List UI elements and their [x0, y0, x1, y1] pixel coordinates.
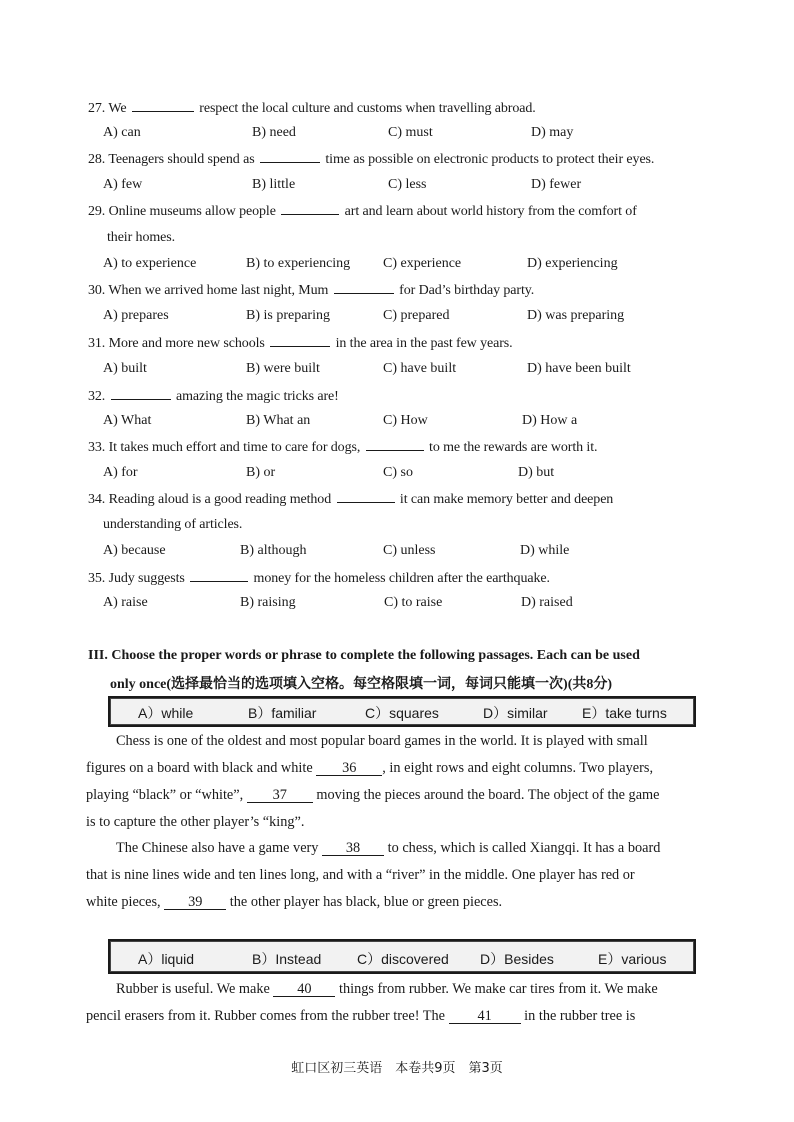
option-a[interactable]: A) for — [103, 465, 138, 480]
word-bank-1 — [108, 696, 696, 727]
answer-blank[interactable] — [337, 490, 395, 503]
word-option: D）Besides — [480, 951, 554, 967]
passage-line: pencil erasers from it. Rubber comes from the rubber tree! The 41 in the rubber tree is — [86, 1008, 636, 1024]
option-d[interactable]: D) was preparing — [527, 308, 625, 323]
word-option: C）discovered — [357, 951, 449, 967]
answer-blank[interactable] — [281, 202, 339, 215]
option-d[interactable]: D) How a — [522, 413, 578, 428]
answer-blank[interactable] — [190, 569, 248, 582]
word-option: B）Instead — [252, 951, 322, 967]
option-b[interactable]: B) need — [252, 125, 296, 140]
word-option: A）while — [138, 705, 194, 721]
passage-line: white pieces, 39 the other player has black, blue or green pieces. — [86, 894, 503, 910]
option-b[interactable]: B) although — [240, 543, 307, 558]
word-option: C）squares — [365, 705, 439, 721]
option-b[interactable]: B) were built — [246, 361, 320, 376]
option-b[interactable]: B) little — [252, 177, 296, 192]
option-d[interactable]: D) but — [518, 465, 555, 480]
option-d[interactable]: D) fewer — [531, 177, 582, 192]
blank-41[interactable]: 41 — [449, 1009, 521, 1024]
option-a[interactable]: A) What — [103, 413, 152, 428]
answer-blank[interactable] — [260, 150, 320, 163]
question-29: 29. Online museums allow people art and learn about world history from the comfort of — [88, 204, 637, 219]
question-35: 35. Judy suggests money for the homeless children after the earthquake. — [88, 571, 550, 586]
answer-blank[interactable] — [111, 387, 171, 400]
option-d[interactable]: D) have been built — [527, 361, 631, 376]
word-option: E）take turns — [582, 705, 667, 721]
passage-line: figures on a board with black and white 36 , in eight rows and eight columns. Two players, — [86, 760, 654, 776]
passage-line: The Chinese also have a game very 38 to chess, which is called Xiangqi. It has a board — [116, 840, 661, 856]
passage-line: Chess is one of the oldest and most popular board games in the world. It is played with small — [116, 733, 648, 749]
option-b[interactable]: B) or — [246, 465, 276, 480]
question-33: 33. It takes much effort and time to care for dogs, to me the rewards are worth it. — [88, 440, 598, 455]
option-a[interactable]: A) because — [103, 543, 166, 558]
answer-blank[interactable] — [366, 438, 424, 451]
question-30: 30. When we arrived home last night, Mum for Dad’s birthday party. — [88, 283, 535, 298]
question-27: 27. We respect the local culture and customs when travelling abroad. — [88, 101, 536, 116]
page-footer: 虹口区初三英语 本卷共9页 第3页 — [291, 1061, 503, 1076]
option-b[interactable]: B) is preparing — [246, 308, 330, 323]
option-c[interactable]: C) unless — [383, 543, 436, 558]
blank-40[interactable]: 40 — [273, 982, 335, 997]
word-option: B）familiar — [248, 705, 317, 721]
option-d[interactable]: D) while — [520, 543, 570, 558]
option-c[interactable]: C) How — [383, 413, 428, 428]
option-c[interactable]: C) must — [388, 125, 433, 140]
option-a[interactable]: A) raise — [103, 595, 148, 610]
word-option: A）liquid — [138, 951, 195, 967]
option-b[interactable]: B) to experiencing — [246, 256, 351, 271]
question-34: 34. Reading aloud is a good reading method it can make memory better and deepen — [88, 492, 614, 507]
answer-blank[interactable] — [132, 99, 194, 112]
blank-36[interactable]: 36 — [316, 761, 382, 776]
question-29-continuation: their homes. — [107, 230, 176, 245]
passage-line: that is nine lines wide and ten lines long, and with a “river” in the middle. One player has red or — [86, 867, 635, 883]
option-d[interactable]: D) raised — [521, 595, 573, 610]
passage-line: playing “black” or “white”, 37 moving the pieces around the board. The object of the game — [86, 787, 660, 803]
blank-39[interactable]: 39 — [164, 895, 226, 910]
option-a[interactable]: A) can — [103, 125, 141, 140]
option-a[interactable]: A) prepares — [103, 308, 169, 323]
option-b[interactable]: B) raising — [240, 595, 296, 610]
answer-blank[interactable] — [334, 281, 394, 294]
blank-37[interactable]: 37 — [247, 788, 313, 803]
question-34-continuation: understanding of articles. — [103, 517, 243, 532]
question-32: 32. amazing the magic tricks are! — [88, 389, 339, 404]
blank-38[interactable]: 38 — [322, 841, 384, 856]
option-c[interactable]: C) experience — [383, 256, 462, 271]
section-heading-instructions: only once(选择最恰当的选项填入空格。每空格限填一词，每词只能填一次)(共8分) — [110, 677, 613, 692]
word-option: E）various — [598, 951, 667, 967]
question-31: 31. More and more new schools in the area in the past few years. — [88, 336, 513, 351]
option-b[interactable]: B) What an — [246, 413, 311, 428]
question-28: 28. Teenagers should spend as time as possible on electronic products to protect their eyes. — [88, 152, 655, 167]
word-option: D）similar — [483, 705, 548, 721]
option-c[interactable]: C) less — [388, 177, 427, 192]
option-d[interactable]: D) experiencing — [527, 256, 618, 271]
option-a[interactable]: A) to experience — [103, 256, 197, 271]
option-d[interactable]: D) may — [531, 125, 574, 140]
option-a[interactable]: A) built — [103, 361, 147, 376]
option-c[interactable]: C) prepared — [383, 308, 450, 323]
option-a[interactable]: A) few — [103, 177, 143, 192]
option-c[interactable]: C) so — [383, 465, 413, 480]
passage-line: Rubber is useful. We make 40 things from rubber. We make car tires from it. We make — [116, 981, 658, 997]
passage-line: is to capture the other player’s “king”. — [86, 814, 305, 830]
option-c[interactable]: C) have built — [383, 361, 457, 376]
section-heading: III. Choose the proper words or phrase to complete the following passages. Each can be used — [88, 648, 640, 663]
word-bank-2 — [108, 939, 696, 974]
answer-blank[interactable] — [270, 334, 330, 347]
option-c[interactable]: C) to raise — [384, 595, 443, 610]
